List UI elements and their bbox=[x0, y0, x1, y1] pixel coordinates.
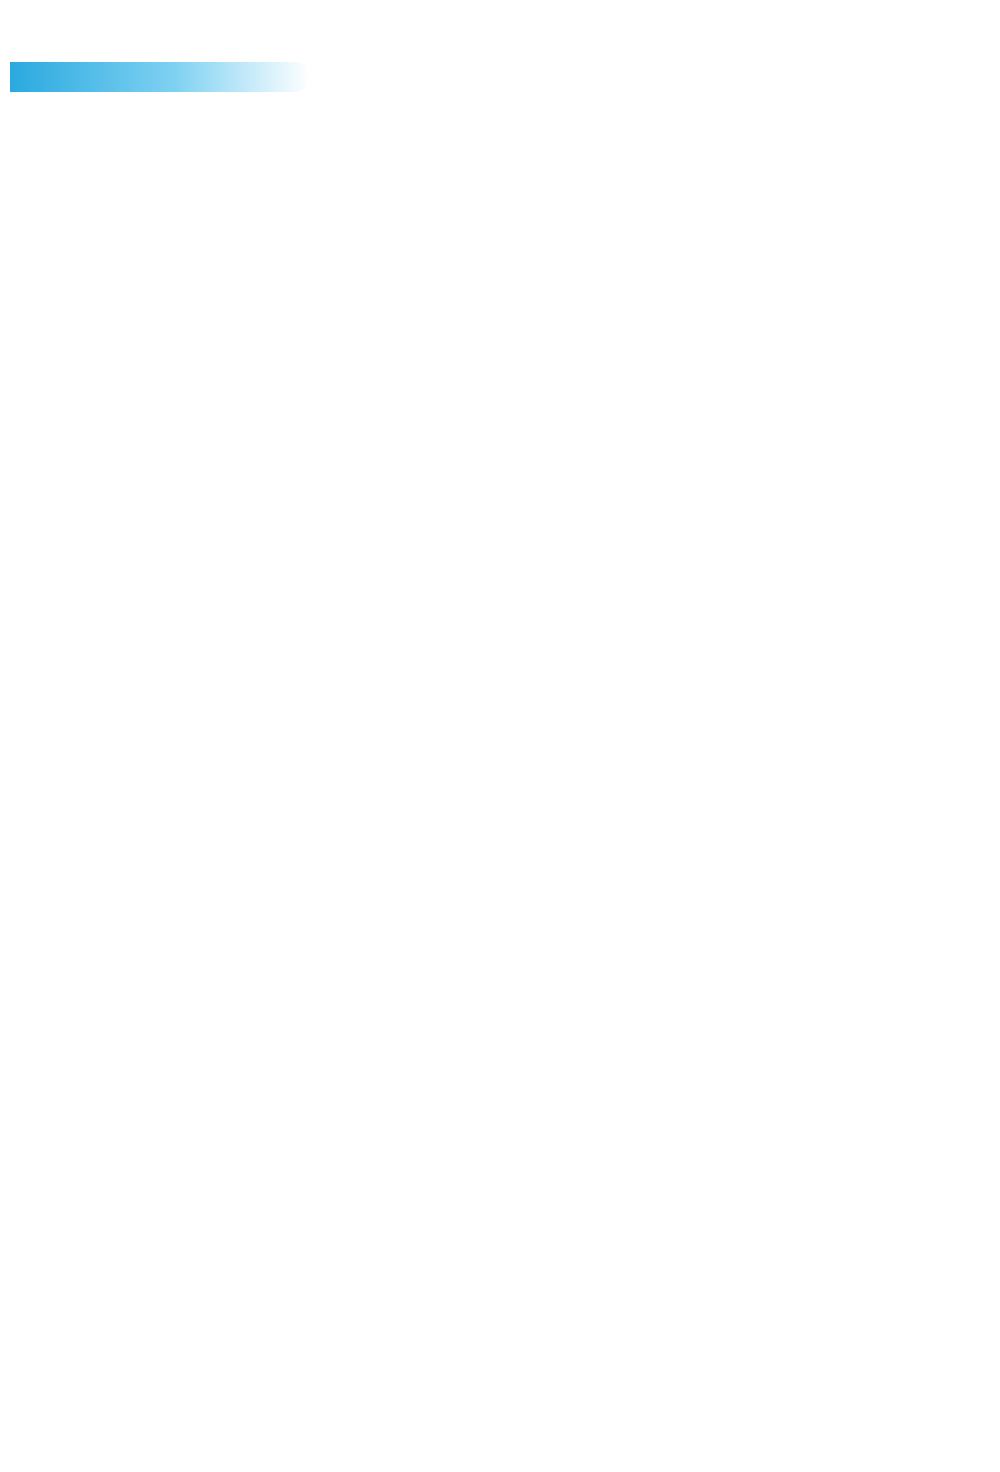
header-title-bar bbox=[98, 64, 108, 82]
answer-content bbox=[112, 135, 927, 159]
header-banner bbox=[10, 62, 310, 92]
